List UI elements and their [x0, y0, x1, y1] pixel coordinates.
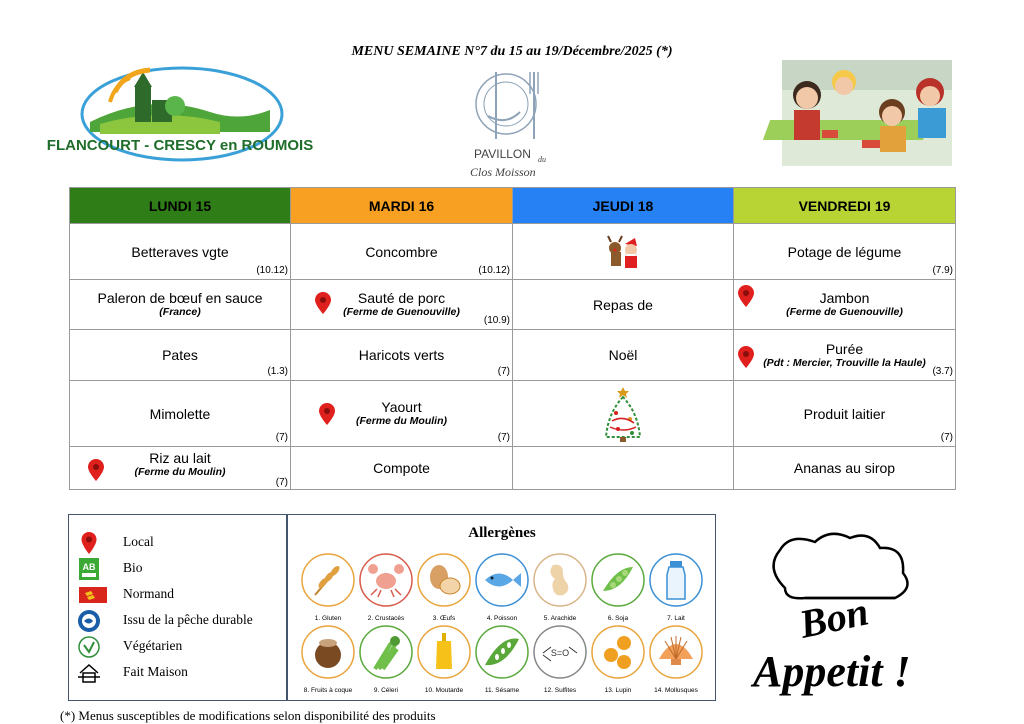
- dish-name: Riz au lait: [149, 449, 211, 466]
- allergen-code: (10.12): [256, 265, 288, 276]
- allergen-label: 8. Fruits à coque: [303, 687, 353, 694]
- allergen-label: 9. Céleri: [373, 687, 399, 694]
- allergen-code: (7): [497, 432, 510, 443]
- soy-icon: [591, 553, 645, 607]
- dish-name: Noël: [608, 347, 638, 363]
- menu-cell: [513, 280, 734, 330]
- crustacean-icon: [359, 553, 413, 607]
- allergen-label: 1. Gluten: [314, 615, 342, 622]
- dish-name: Jambon: [819, 290, 870, 306]
- dish-origin: (Ferme du Moulin): [356, 415, 447, 427]
- allergen-label: 3. Œufs: [432, 615, 456, 622]
- allergen-label: 12. Sulfites: [543, 687, 577, 694]
- normandy-flag-icon: [77, 583, 105, 607]
- allergen-sesame: [471, 625, 533, 694]
- svg-text:FLANCOURT - CRESCY en ROUMOIS: FLANCOURT - CRESCY en ROUMOIS: [46, 137, 314, 154]
- dish-origin: (France): [159, 306, 201, 318]
- allergen-code: (7): [497, 366, 510, 377]
- celery-icon: [359, 625, 413, 679]
- local-pin-icon: [88, 459, 104, 481]
- santa-reindeer-icon: [603, 234, 643, 270]
- allergen-soja: [587, 553, 649, 622]
- legend-label: Normand: [123, 586, 174, 601]
- allergen-moutarde: [413, 625, 475, 694]
- svg-text:Clos Moisson: Clos Moisson: [470, 165, 536, 179]
- menu-cell: [291, 381, 513, 447]
- allergen-label: 2. Crustacés: [367, 615, 405, 622]
- legend-box: [68, 514, 716, 701]
- pavillon-logo: [468, 64, 558, 184]
- allergen-lupin: [587, 625, 649, 694]
- allergen-gluten: [297, 553, 359, 622]
- bio-icon: [77, 557, 101, 581]
- legend-label: Fait Maison: [123, 664, 188, 679]
- dish-name: Paleron de bœuf en sauce: [97, 290, 263, 306]
- allergen-crustaces: [355, 553, 417, 622]
- legend-label: Végétarien: [123, 638, 183, 653]
- day-header-vendredi: VENDREDI 19: [734, 188, 956, 224]
- allergen-oeufs: [413, 553, 475, 622]
- local-pin-icon: [319, 403, 335, 425]
- menu-title: MENU SEMAINE N°7 du 15 au 19/Décembre/2025 (*): [351, 44, 673, 59]
- dish-origin: (Pdt : Mercier, Trouville la Haule): [763, 356, 926, 369]
- allergen-fruits-a-coque: [297, 625, 359, 694]
- children-eating-photo: [782, 60, 952, 166]
- footer-note: (*) Menus susceptibles de modifications selon disponibilité des produits: [60, 708, 436, 723]
- legend-label: Local: [123, 534, 154, 549]
- allergen-label: 4. Poisson: [486, 615, 518, 622]
- menu-cell: [513, 330, 734, 381]
- menu-cell: [291, 224, 513, 280]
- allergen-code: (10.12): [478, 265, 510, 276]
- menu-cell: [70, 330, 291, 381]
- legend-label: Bio: [123, 560, 143, 575]
- legend-item-bio: [77, 555, 143, 581]
- local-pin-icon: [77, 531, 101, 555]
- bon-appetit-graphic: [745, 528, 960, 698]
- legend-item-peche: [77, 607, 253, 633]
- local-pin-icon: [738, 285, 754, 307]
- legend-item-fait-maison: [77, 659, 188, 685]
- allergen-celeri: [355, 625, 417, 694]
- day-header-lundi: LUNDI 15: [70, 188, 291, 224]
- dish-name: Ananas au sirop: [793, 460, 896, 476]
- day-header-jeudi: JEUDI 18: [513, 188, 734, 224]
- homemade-icon: [77, 661, 101, 685]
- allergen-poisson: [471, 553, 533, 622]
- menu-cell: [734, 224, 956, 280]
- gluten-icon: [301, 553, 355, 607]
- menu-cell: [513, 381, 734, 447]
- allergen-label: 13. Lupin: [604, 687, 632, 694]
- allergen-code: (7): [275, 432, 288, 443]
- local-pin-icon: [738, 346, 754, 368]
- allergen-code: (1.3): [267, 366, 288, 377]
- menu-cell: [734, 447, 956, 490]
- dish-name: Sauté de porc: [357, 290, 446, 306]
- allergen-code: (3.7): [932, 366, 953, 377]
- legend-item-vegetarien: [77, 633, 182, 659]
- allergen-code: (7): [940, 432, 953, 443]
- menu-cell: [734, 381, 956, 447]
- allergen-label: 5. Arachide: [543, 615, 577, 622]
- menu-cell: [70, 280, 291, 330]
- shell-icon: [649, 625, 703, 679]
- christmas-tree-icon: [598, 383, 648, 445]
- menu-cell: [291, 330, 513, 381]
- dish-name: Mimolette: [149, 405, 211, 422]
- dish-origin: (Ferme de Guenouville): [786, 306, 903, 318]
- legend-item-normand: [77, 581, 174, 607]
- lupin-icon: [591, 625, 645, 679]
- allergen-lait: [645, 553, 707, 622]
- menu-cell: [513, 447, 734, 490]
- menu-cell: [734, 330, 956, 381]
- allergen-label: 7. Lait: [667, 615, 685, 622]
- dish-name: Produit laitier: [803, 405, 886, 422]
- dish-origin: (Ferme du Moulin): [134, 465, 226, 478]
- local-pin-icon: [315, 292, 331, 314]
- dish-name: Compote: [373, 460, 430, 476]
- day-header-mardi: MARDI 16: [291, 188, 513, 224]
- menu-cell: [734, 280, 956, 330]
- allergen-label: 11. Sésame: [484, 687, 520, 694]
- weekly-menu-table: [69, 187, 956, 490]
- allergen-arachide: [529, 553, 591, 622]
- legend-label: Issu de la pêche durable: [123, 612, 253, 627]
- town-logo: [46, 62, 314, 172]
- allergen-code: (7.9): [932, 265, 953, 276]
- menu-cell: [291, 447, 513, 490]
- nut-icon: [301, 625, 355, 679]
- allergen-sulfites: [529, 625, 591, 694]
- peanut-icon: [533, 553, 587, 607]
- svg-text:AB: AB: [82, 561, 96, 572]
- dish-name: Repas de: [593, 296, 653, 313]
- dish-name: Betteraves vgte: [131, 243, 229, 260]
- svg-text:Bon: Bon: [795, 588, 873, 647]
- vegetarian-icon: [77, 635, 101, 659]
- mustard-icon: [417, 625, 471, 679]
- sulfites-icon: [533, 625, 587, 679]
- allergen-label: 14. Mollusques: [654, 687, 698, 694]
- svg-text:PAVILLON: PAVILLON: [474, 147, 531, 161]
- menu-cell: [70, 224, 291, 280]
- dish-name: Haricots verts: [358, 347, 445, 363]
- allergen-label: 6. Soja: [607, 615, 629, 622]
- dish-name: Pates: [162, 347, 198, 363]
- eggs-icon: [417, 553, 471, 607]
- dish-name: Concombre: [365, 243, 438, 260]
- dish-name: Purée: [825, 340, 864, 357]
- svg-text:du: du: [538, 155, 546, 164]
- menu-cell: [291, 280, 513, 330]
- sustainable-fishing-icon: [77, 609, 101, 633]
- allergen-code: (7): [275, 477, 288, 488]
- svg-text:S=O: S=O: [550, 648, 570, 658]
- legend-divider: [286, 515, 288, 700]
- dish-name: Yaourt: [381, 399, 422, 415]
- legend-item-local: [77, 529, 154, 555]
- allergen-code: (10.9): [483, 315, 510, 326]
- dish-origin: (Ferme de Guenouville): [343, 306, 460, 318]
- sesame-icon: [475, 625, 529, 679]
- allergen-mollusques: [645, 625, 707, 694]
- allergens-title: Allergènes: [468, 525, 536, 541]
- menu-cell: [513, 224, 734, 280]
- allergen-label: 10. Moutarde: [424, 687, 464, 694]
- milk-icon: [649, 553, 703, 607]
- dish-name: Potage de légume: [787, 243, 902, 260]
- menu-cell: [70, 447, 291, 490]
- svg-text:Appetit !: Appetit !: [753, 647, 911, 696]
- menu-cell: [70, 381, 291, 447]
- fish-icon: [475, 553, 529, 607]
